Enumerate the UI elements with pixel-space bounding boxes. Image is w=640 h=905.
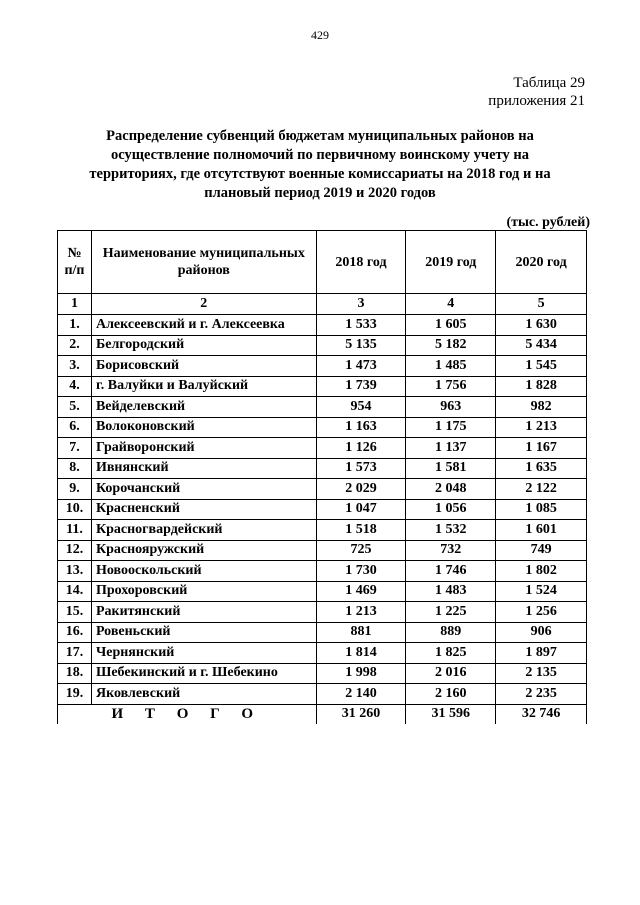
value-2019: 2 016 <box>406 663 496 684</box>
value-2018: 1 213 <box>316 602 406 623</box>
value-2019: 1 225 <box>406 602 496 623</box>
value-2020: 2 235 <box>496 684 587 705</box>
row-number: 9. <box>58 479 92 500</box>
column-number: 2 <box>91 294 316 315</box>
value-2018: 1 047 <box>316 499 406 520</box>
header-row <box>58 231 587 294</box>
table-ref-line1: Таблица 29 <box>513 75 585 91</box>
value-2018: 1 998 <box>316 663 406 684</box>
header-name: Наименование муниципальных районов <box>91 231 316 294</box>
value-2020: 1 256 <box>496 602 587 623</box>
value-2020: 1 545 <box>496 356 587 377</box>
district-name: Яковлевский <box>91 684 316 705</box>
value-2019: 2 048 <box>406 479 496 500</box>
value-2019: 1 581 <box>406 458 496 479</box>
value-2019: 1 056 <box>406 499 496 520</box>
row-number: 19. <box>58 684 92 705</box>
district-name: Ракитянский <box>91 602 316 623</box>
district-name: г. Валуйки и Валуйский <box>91 376 316 397</box>
table-row <box>58 315 587 336</box>
row-number: 15. <box>58 602 92 623</box>
value-2018: 1 518 <box>316 520 406 541</box>
table-row <box>58 376 587 397</box>
row-number: 8. <box>58 458 92 479</box>
value-2020: 1 213 <box>496 417 587 438</box>
district-name: Краснояружский <box>91 540 316 561</box>
value-2019: 1 483 <box>406 581 496 602</box>
row-number: 5. <box>58 397 92 418</box>
row-number: 11. <box>58 520 92 541</box>
value-2018: 1 814 <box>316 643 406 664</box>
row-number: 3. <box>58 356 92 377</box>
value-2020: 1 630 <box>496 315 587 336</box>
row-number: 12. <box>58 540 92 561</box>
value-2018: 954 <box>316 397 406 418</box>
column-number: 4 <box>406 294 496 315</box>
table-row <box>58 458 587 479</box>
subsidy-table <box>57 230 587 724</box>
value-2018: 1 573 <box>316 458 406 479</box>
header-2018: 2018 год <box>316 231 406 294</box>
value-2018: 2 140 <box>316 684 406 705</box>
district-name: Красногвардейский <box>91 520 316 541</box>
value-2019: 1 825 <box>406 643 496 664</box>
table-row <box>58 561 587 582</box>
district-name: Чернянский <box>91 643 316 664</box>
page-number: 429 <box>311 28 329 42</box>
value-2019: 1 137 <box>406 438 496 459</box>
table-row <box>58 602 587 623</box>
value-2020: 5 434 <box>496 335 587 356</box>
table-row <box>58 622 587 643</box>
value-2019: 1 532 <box>406 520 496 541</box>
table-row <box>58 356 587 377</box>
total-2020: 32 746 <box>496 704 587 724</box>
table-row <box>58 479 587 500</box>
table-row <box>58 540 587 561</box>
column-number: 3 <box>316 294 406 315</box>
total-2019: 31 596 <box>406 704 496 724</box>
table-reference <box>488 74 585 110</box>
district-name: Волоконовский <box>91 417 316 438</box>
table-row <box>58 520 587 541</box>
district-name: Вейделевский <box>91 397 316 418</box>
table-row <box>58 684 587 705</box>
value-2018: 1 163 <box>316 417 406 438</box>
table-row <box>58 499 587 520</box>
value-2019: 1 175 <box>406 417 496 438</box>
district-name: Алексеевский и г. Алексеевка <box>91 315 316 336</box>
value-2020: 2 135 <box>496 663 587 684</box>
row-number: 16. <box>58 622 92 643</box>
column-number: 1 <box>58 294 92 315</box>
value-2018: 5 135 <box>316 335 406 356</box>
value-2020: 749 <box>496 540 587 561</box>
table-row <box>58 643 587 664</box>
value-2019: 963 <box>406 397 496 418</box>
value-2018: 1 469 <box>316 581 406 602</box>
value-2020: 1 802 <box>496 561 587 582</box>
value-2019: 1 746 <box>406 561 496 582</box>
units-label: (тыс. рублей) <box>506 215 590 230</box>
district-name: Грайворонский <box>91 438 316 459</box>
row-number: 14. <box>58 581 92 602</box>
district-name: Белгородский <box>91 335 316 356</box>
district-name: Борисовский <box>91 356 316 377</box>
header-2019: 2019 год <box>406 231 496 294</box>
value-2019: 1 485 <box>406 356 496 377</box>
row-number: 17. <box>58 643 92 664</box>
row-number: 4. <box>58 376 92 397</box>
value-2020: 906 <box>496 622 587 643</box>
value-2020: 2 122 <box>496 479 587 500</box>
column-numbers-row <box>58 294 587 315</box>
value-2018: 1 126 <box>316 438 406 459</box>
header-2020: 2020 год <box>496 231 587 294</box>
value-2019: 5 182 <box>406 335 496 356</box>
value-2020: 1 635 <box>496 458 587 479</box>
table-row <box>58 397 587 418</box>
table-row <box>58 581 587 602</box>
value-2020: 1 601 <box>496 520 587 541</box>
total-label: И Т О Г О <box>58 704 317 724</box>
value-2020: 1 167 <box>496 438 587 459</box>
row-number: 18. <box>58 663 92 684</box>
value-2018: 725 <box>316 540 406 561</box>
value-2018: 881 <box>316 622 406 643</box>
district-name: Красненский <box>91 499 316 520</box>
row-number: 6. <box>58 417 92 438</box>
table-row <box>58 663 587 684</box>
district-name: Новооскольский <box>91 561 316 582</box>
row-number: 7. <box>58 438 92 459</box>
table-ref-line2: приложения 21 <box>488 93 585 109</box>
district-name: Ивнянский <box>91 458 316 479</box>
district-name: Прохоровский <box>91 581 316 602</box>
value-2018: 1 739 <box>316 376 406 397</box>
table-row <box>58 417 587 438</box>
value-2018: 2 029 <box>316 479 406 500</box>
value-2019: 1 756 <box>406 376 496 397</box>
column-number: 5 <box>496 294 587 315</box>
value-2019: 1 605 <box>406 315 496 336</box>
value-2020: 1 828 <box>496 376 587 397</box>
total-2018: 31 260 <box>316 704 406 724</box>
value-2020: 1 524 <box>496 581 587 602</box>
row-number: 13. <box>58 561 92 582</box>
row-number: 1. <box>58 315 92 336</box>
value-2018: 1 533 <box>316 315 406 336</box>
value-2019: 889 <box>406 622 496 643</box>
district-name: Ровеньский <box>91 622 316 643</box>
value-2019: 732 <box>406 540 496 561</box>
value-2019: 2 160 <box>406 684 496 705</box>
value-2020: 1 897 <box>496 643 587 664</box>
total-row <box>58 704 587 724</box>
table-row <box>58 438 587 459</box>
row-number: 2. <box>58 335 92 356</box>
value-2020: 982 <box>496 397 587 418</box>
district-name: Шебекинский и г. Шебекино <box>91 663 316 684</box>
table-row <box>58 335 587 356</box>
value-2018: 1 473 <box>316 356 406 377</box>
value-2020: 1 085 <box>496 499 587 520</box>
document-title: Распределение субвенций бюджетам муниципальных районов на осуществление полномочий по первичному воинскому учету на территориях, где отсутствуют военные комиссариаты на 2018 год и на плановый период 2019 и 2020 годов <box>89 128 551 201</box>
row-number: 10. <box>58 499 92 520</box>
value-2018: 1 730 <box>316 561 406 582</box>
district-name: Корочанский <box>91 479 316 500</box>
header-num: № п/п <box>58 231 92 294</box>
